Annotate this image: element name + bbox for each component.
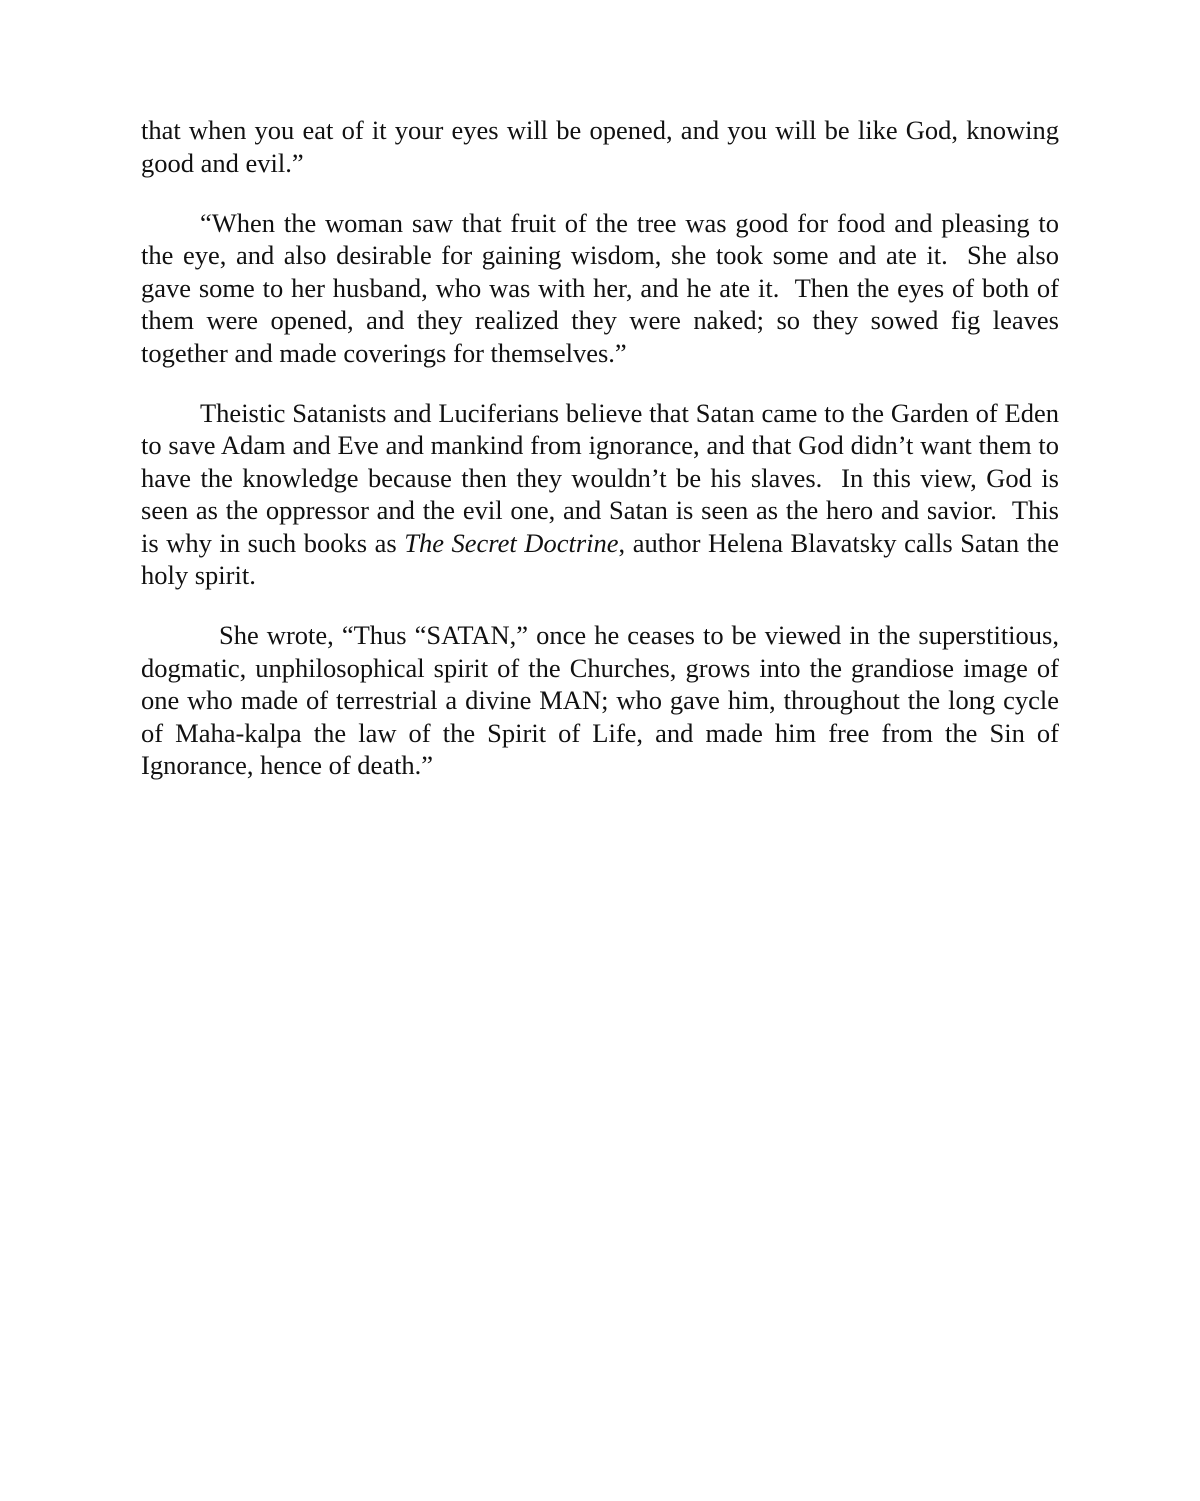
- paragraph-3-text-before: Theistic Satanists and Luciferians believe that Satan came to the Garden of Eden to save Adam and Eve and mankind from ignorance, and that God didn’t want them to have the knowledge because then they wouldn’t be his slaves. In this view, God is seen as the oppressor and the evil one, and Satan is seen as the hero and savior. This is why in such books as: [141, 397, 1059, 558]
- book-title: The Secret Doctrine: [404, 527, 619, 558]
- paragraph-1: that when you eat of it your eyes will be opened, and you will be like God, knowing good and evil.”: [141, 115, 1059, 178]
- paragraph-3: [141, 397, 1059, 592]
- document-body: [141, 114, 1059, 809]
- paragraph-4: She wrote, “Thus “SATAN,” once he ceases to be viewed in the superstitious, dogmatic, unphilosophical spirit of the Churches, grows into the grandiose image of one who made of terrestrial a divine MAN; who gave him, throughout the long cycle of Maha-kalpa the law of the Spirit of Life, and made him free from the Sin of Ignorance, hence of death.”: [141, 620, 1059, 780]
- paragraph-2: “When the woman saw that fruit of the tree was good for food and pleasing to the eye, and also desirable for gaining wisdom, she took some and ate it. She also gave some to her husband, who was with her, and he ate it. Then the eyes of both of them were opened, and they realized they were naked; so they sowed fig leaves together and made coverings for themselves.”: [141, 207, 1059, 368]
- paragraph-3-text-after: , author Helena Blavatsky calls Satan the holy spirit.: [141, 527, 1059, 590]
